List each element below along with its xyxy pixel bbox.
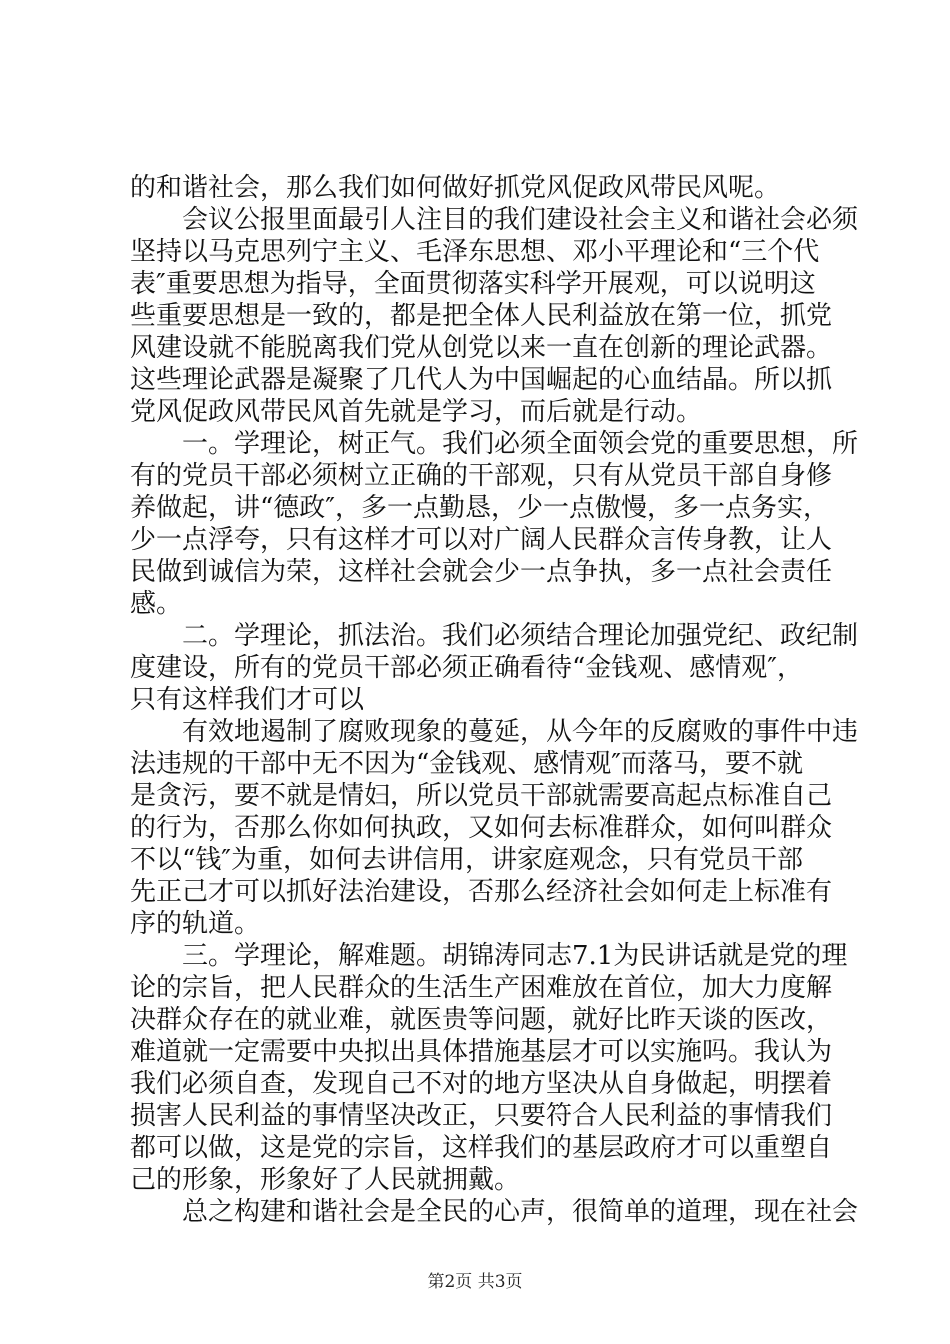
page-number-footer: 第2页 共3页 [427, 1272, 523, 1292]
text-line: 论的宗旨，把人民群众的生活生产困难放在首位，加大力度解 [130, 973, 833, 1003]
text-line: 表″重要思想为指导，全面贯彻落实科学开展观，可以说明这 [130, 269, 816, 299]
text-line: 度建设，所有的党员干部必须正确看待“金钱观、感情观″， [130, 653, 804, 683]
text-line: 少一点浮夸，只有这样才可以对广阔人民群众言传身教，让人 [130, 525, 833, 555]
text-line: 养做起，讲“德政″，多一点勤恳，少一点傲慢，多一点务实， [130, 493, 830, 523]
text-line: 是贪污，要不就是情妇，所以党员干部就需要高起点标准自己 [130, 781, 833, 811]
text-line: 民做到诚信为荣，这样社会就会少一点争执，多一点社会责任 [130, 557, 833, 587]
text-line: 党风促政风带民风首先就是学习，而后就是行动。 [130, 397, 703, 427]
text-line: 有效地遏制了腐败现象的蔓延，从今年的反腐败的事件中违 [130, 717, 859, 747]
text-line: 有的党员干部必须树立正确的干部观，只有从党员干部自身修 [130, 461, 833, 491]
text-line: 先正己才可以抓好法治建设，否那么经济社会如何走上标准有 [130, 877, 833, 907]
text-line: 总之构建和谐社会是全民的心声，很简单的道理，现在社会 [130, 1197, 859, 1227]
text-line: 坚持以马克思列宁主义、毛泽东思想、邓小平理论和“三个代 [130, 237, 820, 267]
text-line: 些重要思想是一致的，都是把全体人民利益放在第一位，抓党 [130, 301, 833, 331]
text-line: 难道就一定需要中央拟出具体措施基层才可以实施吗。我认为 [130, 1037, 833, 1067]
text-line: 不以“钱″为重，如何去讲信用，讲家庭观念，只有党员干部 [130, 845, 804, 875]
text-line: 我们必须自查，发现自己不对的地方坚决从自身做起，明摆着 [130, 1069, 833, 1099]
text-line: 的行为，否那么你如何执政，又如何去标准群众，如何叫群众 [130, 813, 833, 843]
text-line: 风建设就不能脱离我们党从创党以来一直在创新的理论武器。 [130, 333, 833, 363]
text-line: 感。 [130, 589, 183, 619]
text-line: 己的形象，形象好了人民就拥戴。 [130, 1165, 521, 1195]
text-line: 会议公报里面最引人注目的我们建设社会主义和谐社会必须 [130, 205, 859, 235]
text-line: 法违规的干部中无不因为“金钱观、感情观″而落马，要不就 [130, 749, 804, 779]
text-line: 的和谐社会，那么我们如何做好抓党风促政风带民风呢。 [130, 173, 781, 203]
text-line: 这些理论武器是凝聚了几代人为中国崛起的心血结晶。所以抓 [130, 365, 833, 395]
text-line: 序的轨道。 [130, 909, 261, 939]
text-line: 只有这样我们才可以 [130, 685, 365, 715]
text-line: 三。学理论，解难题。胡锦涛同志7.1为民讲话就是党的理 [130, 941, 848, 971]
text-line: 都可以做，这是党的宗旨，这样我们的基层政府才可以重塑自 [130, 1133, 833, 1163]
text-line: 损害人民利益的事情坚决改正，只要符合人民利益的事情我们 [130, 1101, 833, 1131]
text-line: 一。学理论，树正气。我们必须全面领会党的重要思想，所 [130, 429, 859, 459]
text-line: 二。学理论，抓法治。我们必须结合理论加强党纪、政纪制 [130, 621, 859, 651]
text-line: 决群众存在的就业难，就医贵等问题，就好比昨天谈的医改， [130, 1005, 833, 1035]
